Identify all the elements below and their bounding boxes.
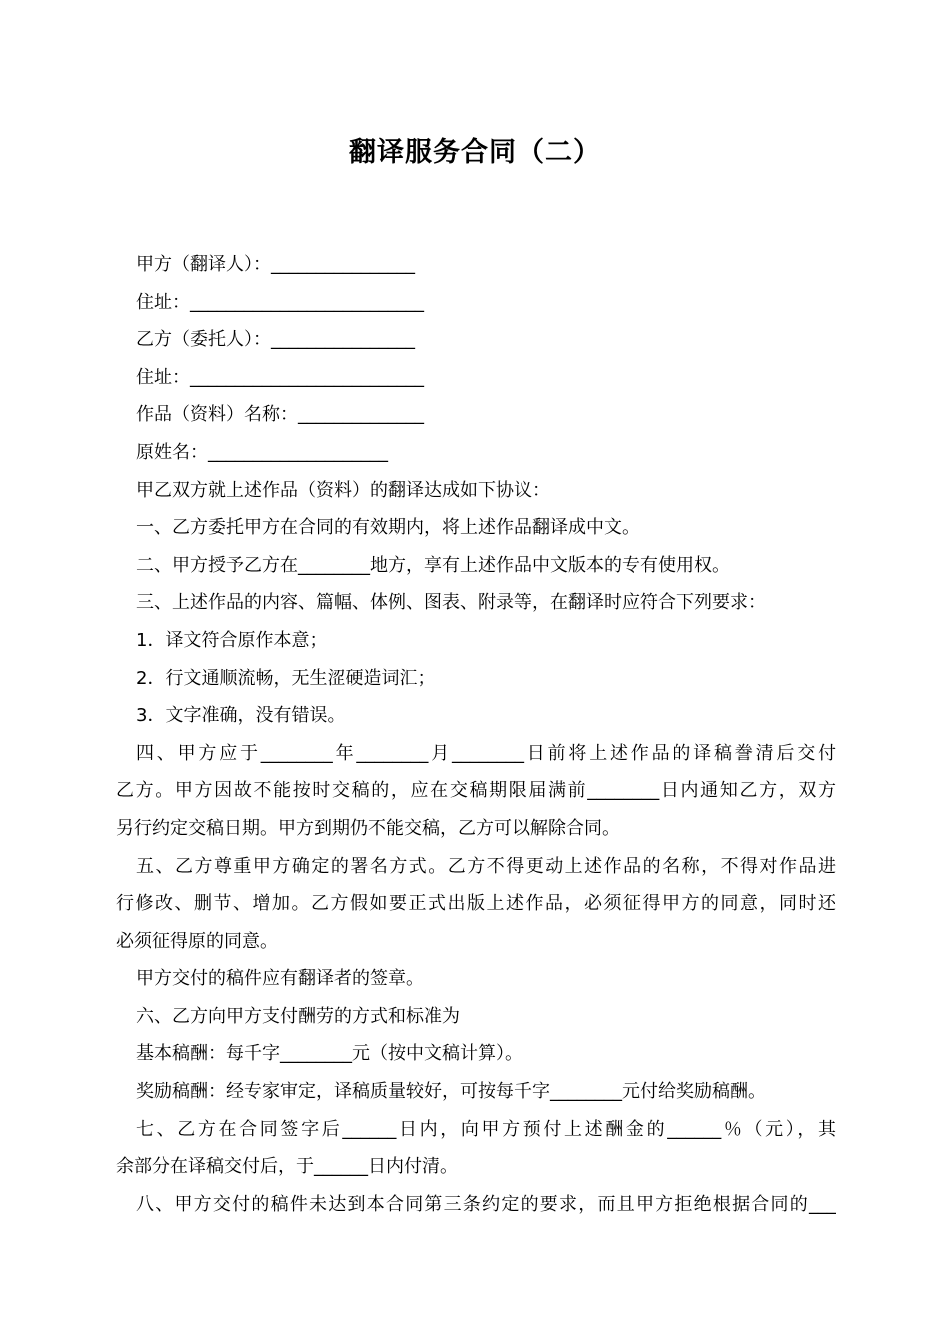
clause-4-line-1: 四、甲方应于________年________月________日前将上述作品的译稿誊清后交付	[136, 742, 836, 764]
clause-6: 六、乙方向甲方支付酬劳的方式和标准为	[136, 1005, 460, 1027]
clause-2: 二、甲方授予乙方在________地方，享有上述作品中文版本的专有使用权。	[136, 554, 730, 576]
clause-5-line-1: 五、乙方尊重甲方确定的署名方式。乙方不得更动上述作品的名称，不得对作品进	[136, 855, 836, 877]
clause-4-line-3: 另行约定交稿日期。甲方到期仍不能交稿，乙方可以解除合同。	[116, 817, 620, 839]
document-title: 翻译服务合同（二）	[349, 137, 601, 168]
requirement-3: 3．文字准确，没有错误。	[136, 705, 346, 727]
original-name-line: 原姓名：____________________	[136, 441, 388, 463]
clause-5-line-3: 必须征得原的同意。	[116, 930, 278, 952]
clause-7-line-1: 七、乙方在合同签字后______日内，向甲方预付上述酬金的______％（元），其	[136, 1118, 836, 1140]
clause-4-line-2: 乙方。甲方因故不能按时交稿的，应在交稿期限届满前________日内通知乙方，双方	[116, 780, 836, 802]
party-b-line: 乙方（委托人）：________________	[136, 329, 415, 351]
basic-fee-line: 基本稿酬：每千字________元（按中文稿计算）。	[136, 1043, 523, 1065]
clause-1: 一、乙方委托甲方在合同的有效期内，将上述作品翻译成中文。	[136, 517, 640, 539]
clause-3: 三、上述作品的内容、篇幅、体例、图表、附录等，在翻译时应符合下列要求：	[136, 592, 766, 614]
document-body	[116, 246, 836, 1223]
party-b-address-line: 住址：__________________________	[136, 366, 424, 388]
signature-note: 甲方交付的稿件应有翻译者的签章。	[136, 968, 424, 990]
clause-8-line-1: 八、甲方交付的稿件未达到本合同第三条约定的要求，而且甲方拒绝根据合同的___	[136, 1193, 836, 1215]
agreement-intro: 甲乙双方就上述作品（资料）的翻译达成如下协议：	[136, 479, 550, 501]
bonus-fee-line: 奖励稿酬：经专家审定，译稿质量较好，可按每千字________元付给奖励稿酬。	[136, 1081, 766, 1103]
requirement-2: 2．行文通顺流畅，无生涩硬造词汇；	[136, 667, 436, 689]
party-a-line: 甲方（翻译人）：________________	[136, 254, 415, 275]
requirement-1: 1．译文符合原作本意；	[136, 629, 328, 651]
work-name-line: 作品（资料）名称：______________	[136, 404, 424, 426]
party-a-address-line: 住址：__________________________	[136, 291, 424, 313]
clause-5-line-2: 行修改、删节、增加。乙方假如要正式出版上述作品，必须征得甲方的同意，同时还	[116, 893, 836, 915]
clause-7-line-2: 余部分在译稿交付后，于______日内付清。	[116, 1156, 458, 1178]
